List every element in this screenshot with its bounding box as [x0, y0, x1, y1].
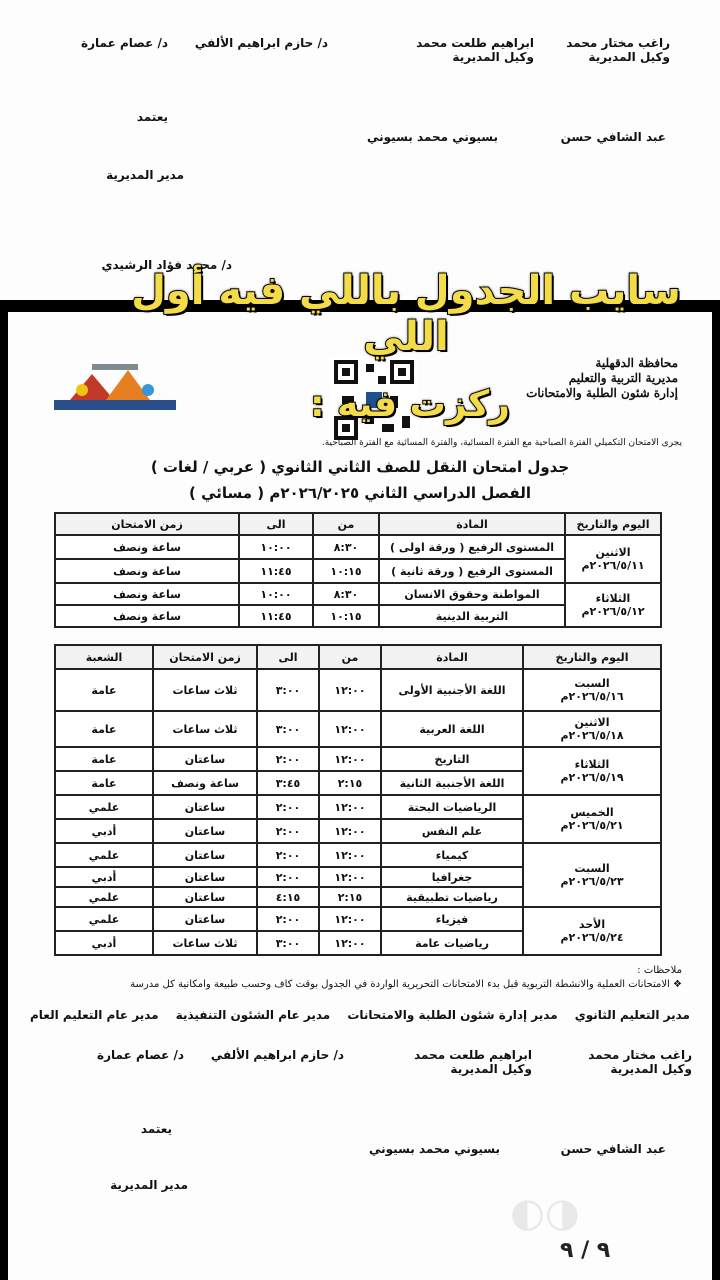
day-cell	[565, 535, 661, 583]
subject-cell: التربية الدينية	[379, 605, 565, 627]
day-name: الأحد	[578, 918, 606, 931]
day-cell	[523, 711, 661, 747]
column-header: من	[313, 513, 379, 535]
director-title-text: مدير المديرية	[110, 1178, 188, 1192]
director-name-text: د/ محمد فؤاد الرشيدي	[101, 258, 232, 272]
signature-hazem	[211, 1048, 344, 1062]
table-row	[55, 747, 661, 771]
overlay-caption-line-1: سايب الجدول باللي فيه أول اللي	[131, 268, 681, 360]
subject-cell: المستوى الرفيع ( ورقة اولى )	[379, 535, 565, 559]
director-general-education: مدير عام التعليم العام	[30, 1008, 159, 1022]
notes-text: الامتحانات العملية والانشطة التربوية قبل بدء الامتحانات التحريرية الواردة في الجدول بوقت كاف وحسب طبيعة وامكانية كل مدرسة	[130, 979, 670, 990]
from-cell: ١٢:٠٠	[319, 795, 381, 819]
signature-basyouni	[367, 130, 498, 144]
subject-cell: رياضيات تطبيقية	[381, 887, 523, 907]
exam-schedule-sheet	[8, 312, 712, 1280]
signature-title: وكيل المديرية	[450, 1062, 532, 1076]
table-row	[55, 907, 661, 931]
duration-cell: ساعتان	[153, 907, 257, 931]
signature-ibrahim	[416, 36, 534, 64]
from-cell: ١٢:٠٠	[319, 931, 381, 955]
subject-cell: الرياضيات البحتة	[381, 795, 523, 819]
subject-cell: جغرافيا	[381, 867, 523, 887]
duration-cell: ساعتان	[153, 843, 257, 867]
table-row	[55, 669, 661, 711]
branch-cell: علمي	[55, 907, 153, 931]
to-cell: ٣:٠٠	[257, 669, 319, 711]
from-cell: ١٢:٠٠	[319, 867, 381, 887]
to-cell: ٢:٠٠	[257, 819, 319, 843]
subject-cell: رياضيات عامة	[381, 931, 523, 955]
signature-name: ابراهيم طلعت محمد	[416, 36, 534, 50]
from-cell: ١٢:٠٠	[319, 711, 381, 747]
subject-cell: كيمياء	[381, 843, 523, 867]
signature-abdelshafy	[561, 130, 666, 144]
from-cell: ١٢:٠٠	[319, 669, 381, 711]
subject-cell: المستوى الرفيع ( ورقة ثانية )	[379, 559, 565, 583]
day-date: ٢٠٢٦/٥/١١م	[581, 559, 645, 572]
main-exams-table	[54, 644, 662, 956]
day-name: الخميس	[570, 806, 614, 819]
signature-essam	[81, 36, 168, 50]
from-cell: ٢:١٥	[319, 887, 381, 907]
duration-cell: ساعة ونصف	[55, 583, 239, 605]
column-header: المادة	[381, 645, 523, 669]
notes-line	[42, 978, 682, 992]
branch-cell: عامة	[55, 711, 153, 747]
schedule-title: جدول امتحان النقل للصف الثاني الثانوي ( عربي / لغات )	[150, 458, 570, 476]
from-cell: ١٠:١٥	[313, 559, 379, 583]
notes-heading: ملاحظات :	[637, 965, 682, 976]
branch-cell: أدبي	[55, 867, 153, 887]
duration-cell: ساعتان	[153, 795, 257, 819]
duration-cell: ساعتان	[153, 867, 257, 887]
governorate-logo-icon	[52, 360, 178, 426]
to-cell: ١١:٤٥	[239, 605, 313, 627]
to-cell: ١٠:٠٠	[239, 583, 313, 605]
branch-cell: علمي	[55, 887, 153, 907]
previous-page-sheet	[0, 0, 720, 300]
day-date: ٢٠٢٦/٥/٢١م	[560, 819, 624, 832]
column-header: زمن الامتحان	[55, 513, 239, 535]
day-date: ٢٠٢٦/٥/١٢م	[581, 605, 645, 618]
to-cell: ٢:٠٠	[257, 747, 319, 771]
director-executive: مدير عام الشئون التنفيذية	[175, 1008, 331, 1022]
day-cell	[565, 583, 661, 627]
approve-label	[137, 110, 168, 124]
signature-name: راغب مختار محمد	[588, 1048, 692, 1062]
duration-cell: ثلاث ساعات	[153, 669, 257, 711]
notes-section	[42, 964, 682, 992]
from-cell: ١٢:٠٠	[319, 747, 381, 771]
table-header-row	[55, 645, 661, 669]
signature-raghib	[588, 1048, 692, 1076]
governorate-header	[526, 356, 678, 401]
director-title-text: مدير المديرية	[106, 168, 184, 182]
high-level-exams-table	[54, 512, 662, 628]
branch-cell: أدبي	[55, 931, 153, 955]
duration-cell: ساعة ونصف	[153, 771, 257, 795]
from-cell: ١٠:١٥	[313, 605, 379, 627]
from-cell: ٨:٣٠	[313, 535, 379, 559]
day-cell	[523, 747, 661, 795]
branch-cell: أدبي	[55, 819, 153, 843]
day-cell	[523, 843, 661, 907]
director-title	[110, 1178, 188, 1192]
signature-title: وكيل المديرية	[610, 1062, 692, 1076]
duration-cell: ثلاث ساعات	[153, 711, 257, 747]
duration-cell: ساعتان	[153, 887, 257, 907]
approve-text: يعتمد	[136, 110, 168, 124]
branch-cell: عامة	[55, 747, 153, 771]
duration-cell: ساعتان	[153, 747, 257, 771]
signature-title: وكيل المديرية	[588, 50, 670, 64]
branch-cell: علمي	[55, 795, 153, 819]
from-cell: ٢:١٥	[319, 771, 381, 795]
to-cell: ٣:٠٠	[257, 711, 319, 747]
signature-name: بسيوني محمد بسيوني	[367, 130, 498, 144]
day-cell	[523, 669, 661, 711]
director-secondary: مدير التعليم الثانوي	[574, 1008, 690, 1022]
column-header: اليوم والتاريخ	[565, 513, 661, 535]
signature-name: عبد الشافي حسن	[560, 130, 666, 144]
from-cell: ١٢:٠٠	[319, 907, 381, 931]
subject-cell: اللغة الأجنبية الأولى	[381, 669, 523, 711]
table-row	[55, 795, 661, 819]
director-title	[106, 168, 184, 182]
signature-name: د/ حازم ابراهيم الألفي	[210, 1048, 344, 1062]
subject-cell: فيزياء	[381, 907, 523, 931]
column-header: الى	[239, 513, 313, 535]
subject-cell: التاريخ	[381, 747, 523, 771]
table-row	[55, 583, 661, 605]
duration-cell: ثلاث ساعات	[153, 931, 257, 955]
duration-cell: ساعة ونصف	[55, 559, 239, 583]
subject-cell: اللغة العربية	[381, 711, 523, 747]
subject-cell: المواطنة وحقوق الانسان	[379, 583, 565, 605]
gov-line-3: إدارة شئون الطلبة والامتحانات	[526, 386, 678, 400]
signature-abdelshafy	[561, 1142, 666, 1156]
signature-hazem	[195, 36, 328, 50]
schedule-subtitle: الفصل الدراسي الثاني ٢٠٢٦/٢٠٢٥م ( مسائي )	[189, 484, 531, 502]
signature-name: راغب مختار محمد	[566, 36, 670, 50]
signature-name: ابراهيم طلعت محمد	[414, 1048, 532, 1062]
table-row	[55, 535, 661, 559]
gov-line-1: محافظة الدقهلية	[595, 356, 678, 370]
to-cell: ٢:٠٠	[257, 795, 319, 819]
signature-name: د/ حازم ابراهيم الألفي	[194, 36, 328, 50]
subject-cell: اللغة الأجنبية الثانية	[381, 771, 523, 795]
column-header: من	[319, 645, 381, 669]
day-cell	[523, 795, 661, 843]
column-header: زمن الامتحان	[153, 645, 257, 669]
day-name: السبت	[574, 862, 610, 875]
column-header: الشعبة	[55, 645, 153, 669]
duration-cell: ساعة ونصف	[55, 535, 239, 559]
signature-essam	[97, 1048, 184, 1062]
duration-cell: ساعة ونصف	[55, 605, 239, 627]
overlay-caption-line-2: ركزت فيه :	[310, 384, 510, 425]
signature-name: د/ عصام عمارة	[81, 36, 168, 50]
signature-raghib	[566, 36, 670, 64]
to-cell: ٣:٤٥	[257, 771, 319, 795]
day-name: الثلاثاء	[595, 592, 631, 605]
table-header-row	[55, 513, 661, 535]
signature-ibrahim	[414, 1048, 532, 1076]
directors-row	[30, 1008, 690, 1022]
signature-name: د/ عصام عمارة	[97, 1048, 184, 1062]
day-date: ٢٠٢٦/٥/٢٣م	[560, 875, 624, 888]
page-number: ٩ / ٩	[560, 1238, 611, 1263]
signature-name: عبد الشافي حسن	[560, 1142, 666, 1156]
column-header: اليوم والتاريخ	[523, 645, 661, 669]
day-name: الاثنين	[574, 716, 610, 729]
to-cell: ٢:٠٠	[257, 843, 319, 867]
signature-title: وكيل المديرية	[452, 50, 534, 64]
approve-text: يعتمد	[140, 1122, 172, 1136]
signature-name: بسيوني محمد بسيوني	[369, 1142, 500, 1156]
to-cell: ٣:٠٠	[257, 931, 319, 955]
table-row	[55, 711, 661, 747]
to-cell: ١٠:٠٠	[239, 535, 313, 559]
day-name: الاثنين	[595, 546, 631, 559]
watermark-logo-icon: ◐◑	[510, 1190, 580, 1236]
approve-label	[141, 1122, 172, 1136]
day-date: ٢٠٢٦/٥/١٦م	[560, 690, 624, 703]
header-note: يجرى الامتحان التكميلي الفترة الصباحية مع الفترة المسائية، والفترة المسائية مع الفترة الصباحية.	[321, 438, 682, 448]
day-date: ٢٠٢٦/٥/٢٤م	[560, 931, 624, 944]
signature-basyouni	[369, 1142, 500, 1156]
to-cell: ١١:٤٥	[239, 559, 313, 583]
director-student-affairs: مدير إدارة شئون الطلبة والامتحانات	[347, 1008, 558, 1022]
subject-cell: علم النفس	[381, 819, 523, 843]
from-cell: ١٢:٠٠	[319, 819, 381, 843]
gov-line-2: مديرية التربية والتعليم	[568, 371, 678, 385]
to-cell: ٢:٠٠	[257, 867, 319, 887]
day-date: ٢٠٢٦/٥/١٨م	[560, 729, 624, 742]
diamond-bullet-icon: ❖	[669, 979, 682, 990]
duration-cell: ساعتان	[153, 819, 257, 843]
day-date: ٢٠٢٦/٥/١٩م	[560, 771, 624, 784]
table-row	[55, 843, 661, 867]
column-header: المادة	[379, 513, 565, 535]
day-name: السبت	[574, 677, 610, 690]
to-cell: ٤:١٥	[257, 887, 319, 907]
day-name: الثلاثاء	[574, 758, 610, 771]
branch-cell: عامة	[55, 771, 153, 795]
from-cell: ١٢:٠٠	[319, 843, 381, 867]
column-header: الى	[257, 645, 319, 669]
to-cell: ٢:٠٠	[257, 907, 319, 931]
branch-cell: علمي	[55, 843, 153, 867]
branch-cell: عامة	[55, 669, 153, 711]
day-cell	[523, 907, 661, 955]
from-cell: ٨:٣٠	[313, 583, 379, 605]
